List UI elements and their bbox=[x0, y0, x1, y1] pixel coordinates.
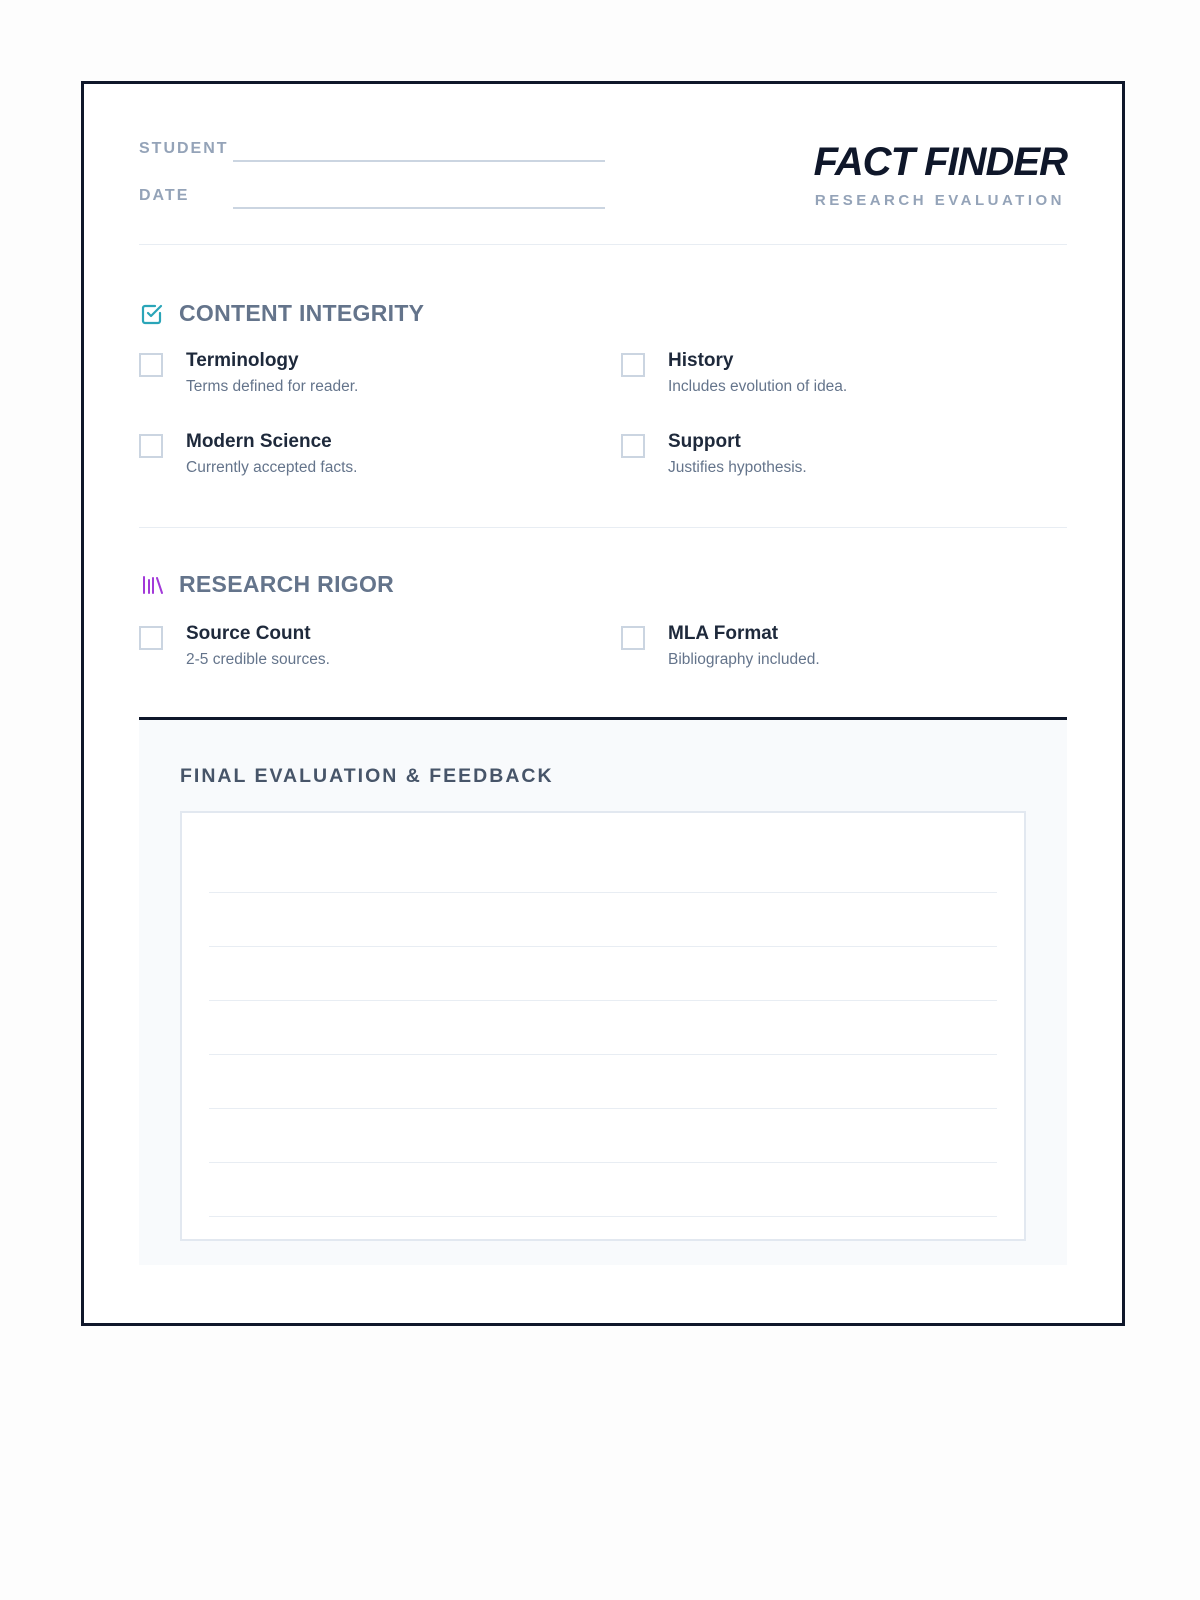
header bbox=[139, 84, 1067, 245]
feedback-line bbox=[209, 892, 997, 893]
library-books-icon bbox=[139, 572, 165, 598]
criterion-checkbox[interactable] bbox=[621, 434, 645, 458]
date-field bbox=[139, 187, 605, 205]
section-title: RESEARCH RIGOR bbox=[179, 571, 395, 597]
student-label: STUDENT bbox=[139, 140, 229, 157]
criterion-item bbox=[621, 623, 1061, 683]
final-evaluation-title: FINAL EVALUATION & FEEDBACK bbox=[180, 765, 554, 787]
criterion-item bbox=[621, 350, 1061, 410]
date-label: DATE bbox=[139, 187, 190, 204]
section-heading bbox=[139, 300, 424, 327]
feedback-box[interactable] bbox=[180, 811, 1026, 1241]
student-input-line[interactable] bbox=[233, 160, 605, 162]
criterion-description: 2-5 credible sources. bbox=[186, 651, 330, 668]
criterion-item bbox=[139, 623, 579, 683]
feedback-line bbox=[209, 1000, 997, 1001]
criterion-checkbox[interactable] bbox=[139, 353, 163, 377]
sheet-content bbox=[139, 84, 1067, 1265]
criterion-item bbox=[621, 431, 1061, 491]
student-field bbox=[139, 140, 605, 158]
date-input-line[interactable] bbox=[233, 207, 605, 209]
feedback-line bbox=[209, 1108, 997, 1109]
feedback-line bbox=[209, 946, 997, 947]
criterion-checkbox[interactable] bbox=[621, 353, 645, 377]
feedback-line bbox=[209, 1054, 997, 1055]
brand-title: FACT FINDER bbox=[813, 140, 1067, 184]
criterion-description: Terms defined for reader. bbox=[186, 378, 359, 395]
brand bbox=[814, 142, 1067, 209]
feedback-line bbox=[209, 1216, 997, 1217]
content-integrity-section bbox=[139, 245, 1067, 528]
section-title: CONTENT INTEGRITY bbox=[179, 300, 425, 326]
research-rigor-section bbox=[139, 528, 1067, 720]
criterion-title: MLA Format bbox=[668, 623, 779, 644]
checkbox-checked-icon bbox=[139, 301, 165, 327]
criterion-title: Terminology bbox=[186, 350, 299, 371]
brand-subtitle: RESEARCH EVALUATION bbox=[814, 192, 1065, 209]
criterion-title: Support bbox=[668, 431, 741, 452]
criterion-description: Currently accepted facts. bbox=[186, 459, 358, 476]
criterion-item bbox=[139, 431, 579, 491]
criterion-description: Includes evolution of idea. bbox=[668, 378, 848, 395]
final-evaluation-section bbox=[139, 720, 1067, 1265]
evaluation-sheet bbox=[81, 81, 1125, 1326]
criterion-checkbox[interactable] bbox=[139, 626, 163, 650]
criterion-item bbox=[139, 350, 579, 410]
section-heading bbox=[139, 571, 394, 598]
criterion-checkbox[interactable] bbox=[621, 626, 645, 650]
criterion-description: Justifies hypothesis. bbox=[668, 459, 807, 476]
criterion-title: History bbox=[668, 350, 734, 371]
criterion-title: Modern Science bbox=[186, 431, 332, 452]
feedback-line bbox=[209, 1162, 997, 1163]
criterion-description: Bibliography included. bbox=[668, 651, 820, 668]
criterion-title: Source Count bbox=[186, 623, 311, 644]
criterion-checkbox[interactable] bbox=[139, 434, 163, 458]
